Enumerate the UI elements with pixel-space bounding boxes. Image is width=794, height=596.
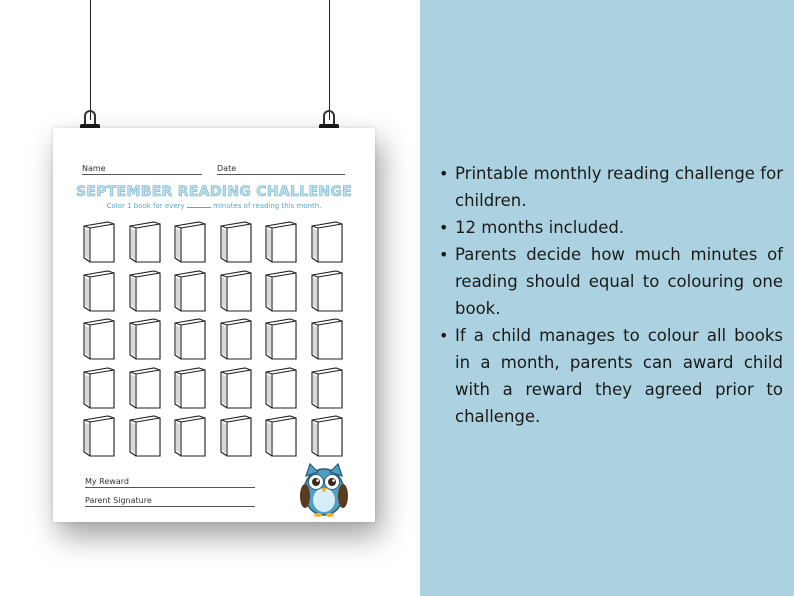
book-outline (126, 269, 162, 313)
book-outline (217, 366, 253, 410)
book-outline (80, 220, 116, 264)
name-line (82, 174, 202, 175)
feature-item: • 12 months included. (437, 214, 783, 241)
book-outline (308, 269, 344, 313)
book-outline (171, 269, 207, 313)
reward-line (85, 487, 255, 488)
book-outline (308, 317, 344, 361)
reward-label: My Reward (85, 477, 129, 486)
book-outline (171, 220, 207, 264)
book-outline (308, 220, 344, 264)
book-outline (262, 317, 298, 361)
feature-item: • If a child manages to colour all books in a month, parents can award child with a reward they agreed prior to challenge. (437, 322, 783, 430)
book-outline (217, 220, 253, 264)
feature-list (437, 160, 783, 430)
minutes-blank (187, 207, 211, 208)
book-outline (262, 366, 298, 410)
name-label: Name (82, 164, 106, 173)
date-label: Date (217, 164, 237, 173)
book-outline (80, 269, 116, 313)
feature-item: • Printable monthly reading challenge for children. (437, 160, 783, 214)
book-outline (126, 317, 162, 361)
book-outline (126, 366, 162, 410)
feature-item: • Parents decide how much minutes of reading should equal to colouring one book. (437, 241, 783, 322)
book-outline (217, 317, 253, 361)
book-outline (80, 317, 116, 361)
book-outline (126, 414, 162, 458)
hanging-string-left (90, 0, 91, 120)
book-outline (262, 269, 298, 313)
signature-line (85, 506, 255, 507)
book-outline (126, 220, 162, 264)
book-outline (171, 414, 207, 458)
book-outline (262, 414, 298, 458)
date-line (217, 174, 345, 175)
book-outline (308, 366, 344, 410)
instruction-after: minutes of reading this month. (213, 202, 322, 210)
worksheet-title: SEPTEMBER READING CHALLENGE (75, 184, 353, 200)
hanging-string-right (329, 0, 330, 120)
book-outline (262, 220, 298, 264)
book-outline (171, 317, 207, 361)
book-outline (217, 269, 253, 313)
signature-label: Parent Signature (85, 496, 152, 505)
worksheet-instruction (53, 202, 375, 210)
book-outline (217, 414, 253, 458)
book-outline (80, 414, 116, 458)
book-outline (171, 366, 207, 410)
book-outline (80, 366, 116, 410)
book-outline (308, 414, 344, 458)
owl-illustration (298, 458, 350, 518)
instruction-before: Color 1 book for every (106, 202, 185, 210)
